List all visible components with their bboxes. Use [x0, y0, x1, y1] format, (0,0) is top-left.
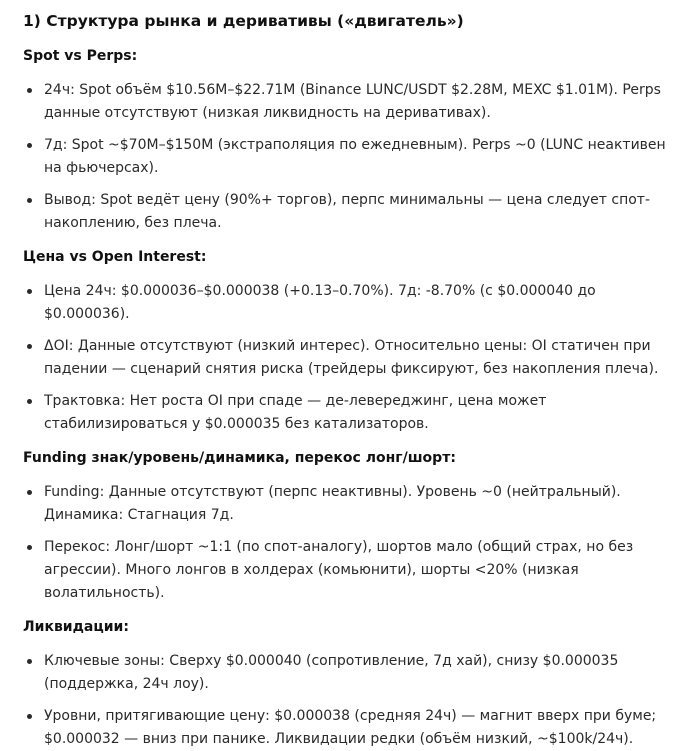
list-item-text: Перекос: Лонг/шорт ~1:1 (по спот-аналогу), шортов мало (общий страх, но без агрессии). Много лонгов в холдерах (комьюнити), шорты <20% (низкая волатильность). [44, 539, 634, 601]
bullet-icon [27, 545, 32, 550]
document [23, 10, 683, 751]
bullet-icon [27, 289, 32, 294]
page-title: 1) Структура рынка и деривативы («двигатель») [23, 12, 464, 30]
section-heading: Ликвидации: [23, 619, 129, 635]
list-item-text: Уровни, притягивающие цену: $0.000038 (средняя 24ч) — магнит вверх при буме; $0.000032 — вниз при панике. Ликвидации редки (объём низкий, ~$100k/24ч). [44, 708, 657, 747]
list-item-text: 24ч: Spot объём $10.56M–$22.71M (Binance LUNC/USDT $2.28M, MEXC $1.01M). Perps данные отсутствуют (низкая ликвидность на деривативах). [44, 82, 661, 121]
bullet-icon [27, 88, 32, 93]
bullet-icon [27, 344, 32, 349]
section-liquidations [23, 617, 683, 751]
list-item [23, 481, 683, 527]
list-item [23, 390, 683, 436]
list-item [23, 79, 683, 125]
section-heading: Spot vs Perps: [23, 48, 138, 64]
bullet-icon [27, 490, 32, 495]
list-item-text: Цена 24ч: $0.000036–$0.000038 (+0.13–0.70%). 7д: -8.70% (с $0.000040 до $0.000036). [44, 283, 596, 322]
bullet-list [23, 481, 683, 605]
bullet-icon [27, 714, 32, 719]
list-item-text: 7д: Spot ~$70M–$150M (экстраполяция по ежедневным). Perps ~0 (LUNC неактивен на фьючерсах). [44, 137, 666, 176]
bullet-list [23, 280, 683, 436]
list-item [23, 335, 683, 381]
list-item [23, 650, 683, 696]
bullet-icon [27, 143, 32, 148]
list-item-text: Ключевые зоны: Сверху $0.000040 (сопротивление, 7д хай), снизу $0.000035 (поддержка, 24ч лоу). [44, 653, 619, 692]
bullet-list [23, 650, 683, 751]
section-funding [23, 448, 683, 605]
bullet-icon [27, 198, 32, 203]
list-item [23, 536, 683, 605]
list-item-text: Funding: Данные отсутствуют (перпс неактивны). Уровень ~0 (нейтральный). Динамика: Стагнация 7д. [44, 484, 621, 523]
list-item-text: Вывод: Spot ведёт цену (90%+ торгов), перпс минимальны — цена следует спот-накоплению, без плеча. [44, 192, 650, 231]
bullet-icon [27, 659, 32, 664]
list-item [23, 189, 683, 235]
section-heading: Цена vs Open Interest: [23, 249, 207, 265]
bullet-list [23, 79, 683, 235]
bullet-icon [27, 399, 32, 404]
section-price-vs-oi [23, 247, 683, 436]
list-item [23, 280, 683, 326]
list-item [23, 134, 683, 180]
list-item-text: Трактовка: Нет роста OI при спаде — де-левереджинг, цена может стабилизироваться у $0.000035 без катализаторов. [44, 393, 547, 432]
section-heading: Funding знак/уровень/динамика, перекос лонг/шорт: [23, 450, 456, 466]
section-spot-vs-perps [23, 46, 683, 235]
list-item-text: ΔOI: Данные отсутствуют (низкий интерес). Относительно цены: OI статичен при падении — сценарий снятия риска (трейдеры фиксируют, без накопления плеча). [44, 338, 659, 377]
